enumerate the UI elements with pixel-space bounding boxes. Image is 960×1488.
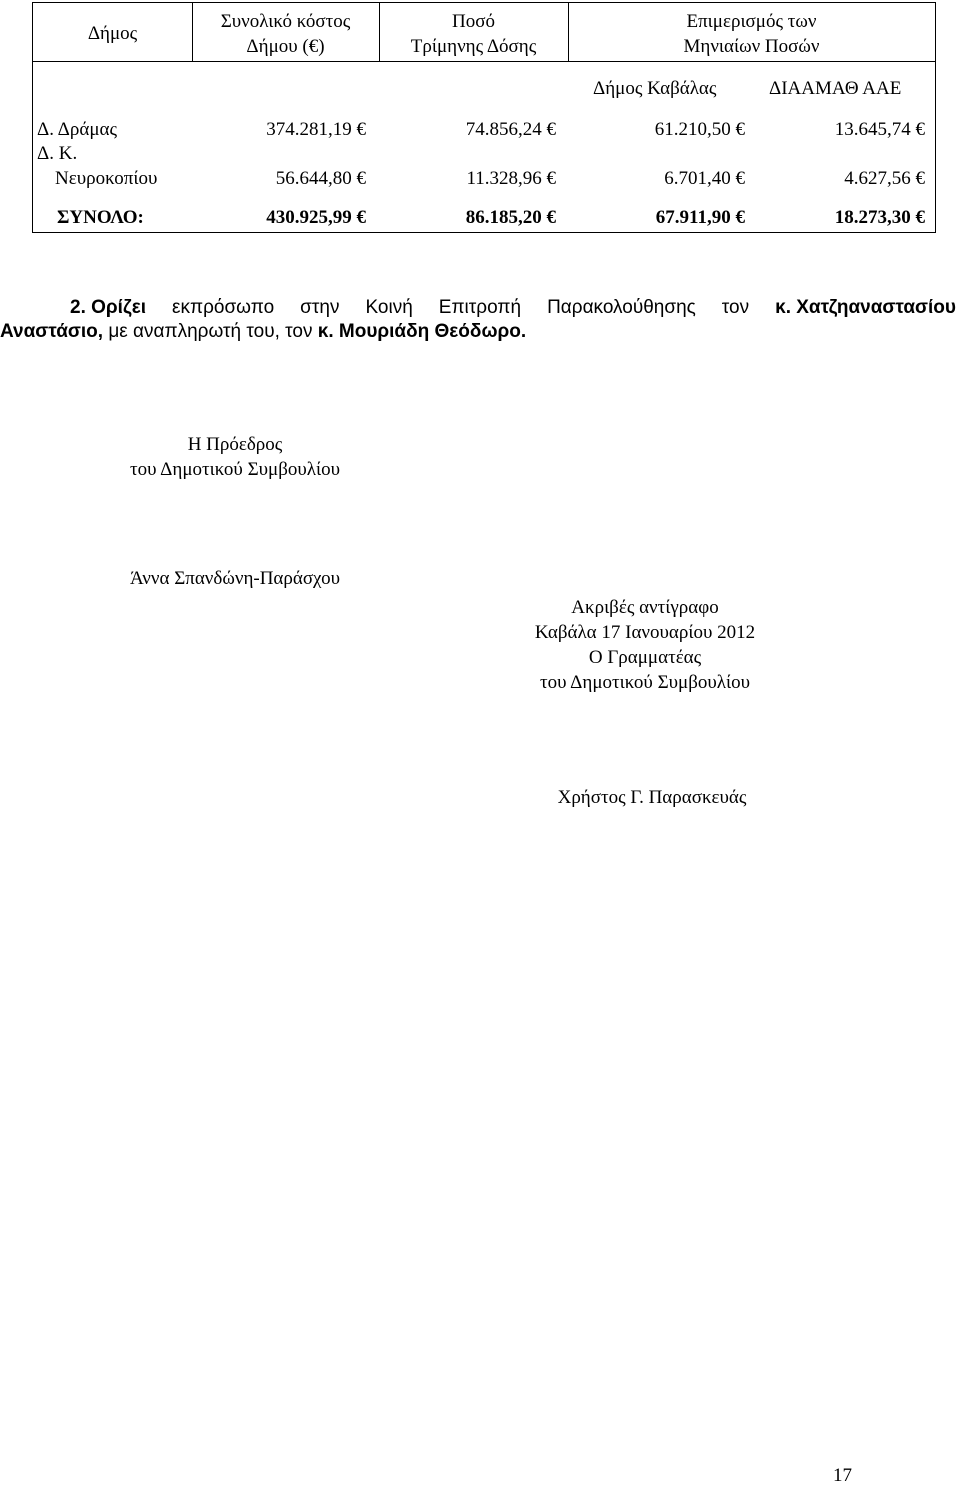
total-diaamath-value: 18.273,30 €	[834, 207, 925, 228]
row-quarterly: 74.856,24 €	[465, 119, 556, 140]
allocation-table	[32, 2, 936, 233]
copy-line: Ο Γραμματέας	[588, 647, 702, 668]
total-label: ΣΥΝΟΛΟ:	[57, 207, 144, 228]
paragraph-verb: Ορίζει	[91, 297, 146, 318]
row-total: 374.281,19 €	[266, 119, 366, 140]
table-divider	[33, 61, 935, 62]
president-title	[80, 432, 390, 482]
page-number: 17	[833, 1465, 852, 1486]
header-total-cost-line: Συνολικό κόστος	[220, 11, 351, 32]
header-total-cost	[192, 9, 379, 59]
row-name: Δ. Κ.	[37, 143, 78, 164]
copy-line: Καβάλα 17 Ιανουαρίου 2012	[534, 622, 756, 643]
row-name: Νευροκοπίου	[55, 168, 158, 189]
subheader-kavala: Δήμος Καβάλας	[593, 78, 717, 99]
row-kavala: 6.701,40 €	[664, 168, 745, 189]
header-total-cost-line: Δήμου (€)	[246, 36, 325, 57]
row-kavala: 61.210,50 €	[654, 119, 745, 140]
header-monthly-split	[568, 9, 935, 59]
paragraph-lead	[70, 296, 146, 320]
paragraph-text: με αναπληρωτή του, τον	[103, 321, 318, 342]
paragraph-line	[0, 296, 956, 320]
header-monthly-line: Μηνιαίων Ποσών	[683, 36, 820, 57]
header-quarterly-line: Ποσό	[452, 11, 495, 32]
paragraph-substitute: κ. Μουριάδη Θεόδωρο.	[317, 321, 527, 342]
secretary-name: Χρήστος Γ. Παρασκευάς	[557, 787, 747, 808]
paragraph-line	[0, 320, 960, 344]
paragraph-word: Επιτροπή	[438, 297, 522, 318]
copy-line: του Δημοτικού Συμβουλίου	[539, 672, 751, 693]
row-diaamath: 4.627,56 €	[844, 168, 925, 189]
president-name: Άννα Σπανδώνη-Παράσχου	[130, 568, 340, 589]
total-kavala-value: 67.911,90 €	[655, 207, 745, 228]
header-monthly-line: Επιμερισμός των	[686, 11, 817, 32]
paragraph-word: Κοινή	[365, 297, 413, 318]
president-title-line: Η Πρόεδρος	[187, 434, 283, 455]
copy-certification	[490, 595, 800, 695]
paragraph-word: τον	[721, 297, 750, 318]
paragraph-representative-firstname: Αναστάσιο,	[0, 321, 104, 342]
row-name: Δ. Δράμας	[37, 119, 117, 140]
total-cost-value: 430.925,99 €	[266, 207, 366, 228]
paragraph-word: στην	[300, 297, 340, 318]
president-title-line: του Δημοτικού Συμβουλίου	[129, 459, 341, 480]
row-quarterly: 11.328,96 €	[466, 168, 556, 189]
header-municipality: Δήμος	[87, 23, 138, 44]
total-quarterly-value: 86.185,20 €	[465, 207, 556, 228]
header-quarterly-line: Τρίμηνης Δόσης	[410, 36, 537, 57]
copy-line: Ακριβές αντίγραφο	[571, 597, 719, 618]
row-total: 56.644,80 €	[275, 168, 366, 189]
paragraph-number: 2.	[70, 297, 86, 318]
header-quarterly-amount	[379, 9, 568, 59]
row-diaamath: 13.645,74 €	[834, 119, 925, 140]
subheader-diaamath: ΔΙΑΑΜΑΘ ΑΑΕ	[769, 78, 902, 99]
paragraph-representative: κ. Χατζηαναστασίου	[775, 297, 956, 318]
resolution-paragraph	[0, 296, 960, 344]
paragraph-word: Παρακολούθησης	[547, 297, 696, 318]
paragraph-word: εκπρόσωπο	[172, 297, 275, 318]
